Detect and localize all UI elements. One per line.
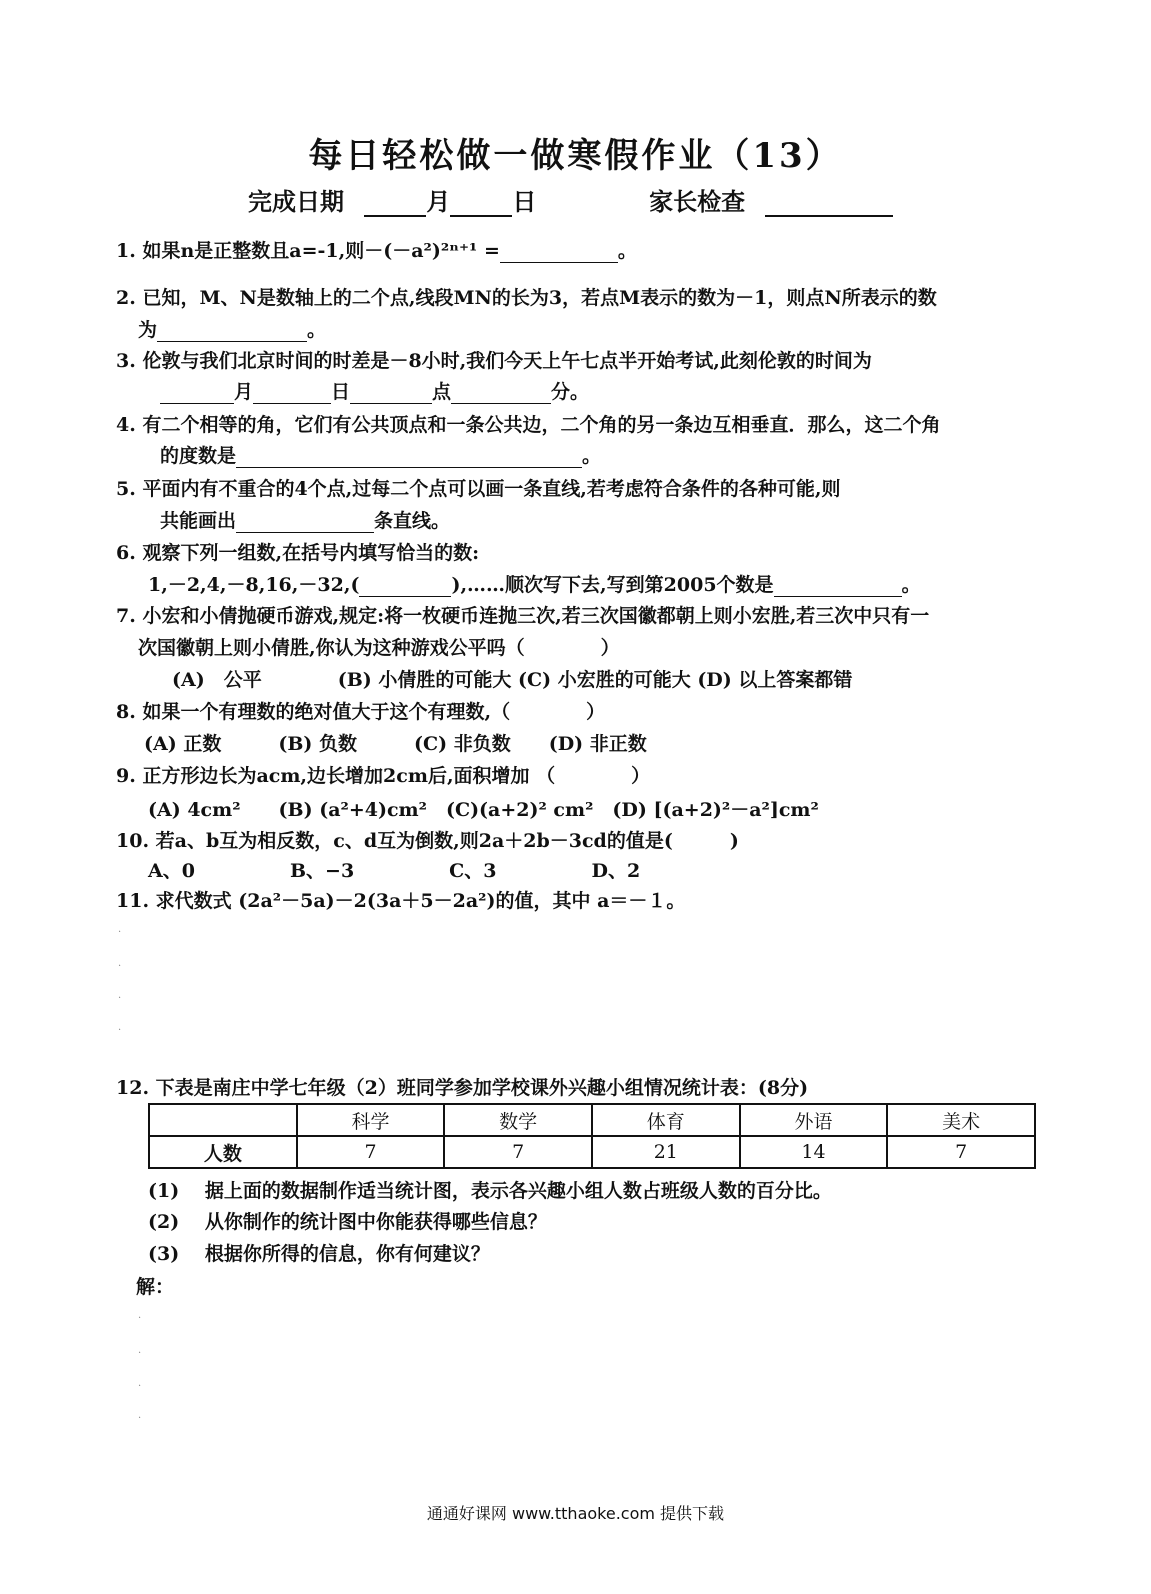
date-label: 完成日期 [248, 187, 344, 216]
q3-minute-blank[interactable] [451, 383, 551, 404]
question-2: 2. 已知，M、N是数轴上的二个点,线段MN的长为3，若点M表示的数为－1，则点N所表示的数 [116, 287, 937, 309]
table-cell: 14 [740, 1136, 888, 1168]
month-label: 月 [426, 187, 451, 216]
question-12-part-2: (2) 从你制作的统计图中你能获得哪些信息？ [148, 1211, 547, 1233]
table-header-cell: 外语 [740, 1104, 888, 1136]
question-6-cont: 1,－2,4,－8,16,－32,( ),……顺次写下去,写到第2005个数是 。 [148, 574, 921, 596]
page-title: 每日轻松做一做寒假作业（13） [308, 136, 843, 176]
q3-hour-blank[interactable] [350, 383, 432, 404]
table-cell: 21 [592, 1136, 740, 1168]
q6-blank[interactable] [774, 576, 902, 597]
answer-label: 解： [136, 1276, 175, 1298]
question-12: 12. 下表是南庄中学七年级（2）班同学参加学校课外兴趣小组情况统计表：(8分) [116, 1077, 809, 1099]
completion-date-line [248, 182, 893, 217]
interest-group-table [148, 1103, 1036, 1169]
day-blank[interactable] [450, 189, 512, 217]
table-header-cell: 科学 [297, 1104, 445, 1136]
question-4-cont: 的度数是 。 [160, 445, 602, 467]
question-6: 6. 观察下列一组数,在括号内填写恰当的数: [116, 542, 480, 564]
question-11: 11. 求代数式 (2a²－5a)－2(3a＋5－2a²)的值，其中 a＝－１。 [116, 890, 686, 912]
question-7-options: (A) 公平 (B) 小倩胜的可能大 (C) 小宏胜的可能大 (D) 以上答案都错 [172, 669, 853, 691]
footer-credit: 通通好课网 www.tthaoke.com 提供下载 [426, 1504, 725, 1523]
table-cell: 7 [444, 1136, 592, 1168]
parent-check-label: 家长检查 [649, 187, 746, 216]
table-row [149, 1136, 1035, 1168]
q2-blank[interactable] [157, 321, 307, 342]
month-blank[interactable] [364, 189, 426, 217]
question-4: 4. 有二个相等的角，它们有公共顶点和一条公共边，二个角的另一条边互相垂直．那么，这二个角 [116, 414, 941, 436]
question-12-part-3: (3) 根据你所得的信息，你有何建议？ [148, 1243, 490, 1265]
table-header-cell: 数学 [444, 1104, 592, 1136]
question-7-cont: 次国徽朝上则小倩胜,你认为这种游戏公平吗（ ） [138, 637, 620, 659]
table-cell: 7 [297, 1136, 445, 1168]
question-5-cont: 共能画出 条直线。 [160, 510, 451, 532]
table-header-row [149, 1104, 1035, 1136]
question-3: 3. 伦敦与我们北京时间的时差是－8小时,我们今天上午七点半开始考试,此刻伦敦的时间为 [116, 350, 872, 372]
table-header-cell: 体育 [592, 1104, 740, 1136]
q3-day-blank[interactable] [253, 383, 331, 404]
question-3-cont: 月 日 点 分。 [160, 377, 589, 404]
parent-check-blank[interactable] [765, 189, 893, 217]
question-12-part-1: (1) 据上面的数据制作适当统计图，表示各兴趣小组人数占班级人数的百分比。 [148, 1180, 832, 1202]
table-header-cell [149, 1104, 297, 1136]
question-9: 9. 正方形边长为acm,边长增加2cm后,面积增加 （ ） [116, 765, 651, 787]
worksheet-page: 每日轻松做一做寒假作业（13） 完成日期 月 日 家长检查 1. 如果n是正整数且a=-1,则－(－a²)²ⁿ⁺¹ = 。 2. 已知，M、N是数轴上的二个点,线段MN的长为3，若点M表示的数为－1，则点N所表示的数 为 。 3. 伦敦与我们北京时间的时差是－8小时,我们今天上午七点半开始考试,此刻伦敦的时间为 月 日 点 分。 4. 有二个相等的角，它们有公共顶点和一条公共边，二个角的另一条边互相垂直．那么，这二个角 的度数是 。 5. 平面内有不重合的4个点,过每二个点可以画一条直线,若考虑符合条件的各种可能,则 共能画出 条直线。 6. 观察下列一组数,在括号内填写恰当的数: 1,－2,4,－8,16,－32,( ),……顺次写下去,写到第2005个数是 。 7. 小宏和小倩抛硬币游戏,规定:将一枚硬币连抛三次,若三次国徽都朝上则小宏胜,若三次中只有一 次国徽朝上则小倩胜,你认为这种游戏公平吗（ ） (A) 公平 (B) 小倩胜的可能大 (C) 小宏胜的可能大 (D) 以上答案都错 8. 如果一个有理数的绝对值大于这个有理数,（ ） (A) 正数 (B) 负数 (C) 非负数 (D) 非正数 9. 正方形边长为acm,边长增加2cm后,面积增加 （ ） (A) 4cm² (B) (a²+4)cm² (C)(a+2)² cm² (D) [(a+2)²－a²]cm² 10. 若a、b互为相反数，c、d互为倒数,则2a＋2b－3cd的值是( ) A、0 B、−3 C、3 D、2 11. 求代数式 (2a²－5a)－2(3a＋5－2a²)的值，其中 a＝－１。 . . . . 12. 下表是南庄中学七年级（2）班同学参加学校课外兴趣小组情况统计表：(8分) 科学 数学 体育 外语 美术 人数 7 7 21 14 7 (1) 据上面的数据制作适当统计图，表示各兴趣小组人数占班级人数的百分比。 (2) 从你制作的统计图中你能获得哪些信息？ (3) 根据你所得的信息，你有何建议？ 解： . . . . 通通好课网 www.tthaoke.com 提供下载 [0, 0, 1151, 1594]
q5-blank[interactable] [236, 512, 374, 533]
question-7: 7. 小宏和小倩抛硬币游戏,规定:将一枚硬币连抛三次,若三次国徽都朝上则小宏胜,若三次中只有一 [116, 605, 930, 627]
question-5: 5. 平面内有不重合的4个点,过每二个点可以画一条直线,若考虑符合条件的各种可能,则 [116, 478, 841, 500]
question-8-options: (A) 正数 (B) 负数 (C) 非负数 (D) 非正数 [144, 733, 647, 755]
q1-blank[interactable] [500, 242, 618, 263]
table-row-label: 人数 [149, 1136, 297, 1168]
question-8: 8. 如果一个有理数的绝对值大于这个有理数,（ ） [116, 701, 606, 723]
question-2-cont: 为 。 [138, 319, 327, 341]
question-10-options: A、0 B、−3 C、3 D、2 [148, 860, 641, 882]
table-header-cell: 美术 [887, 1104, 1035, 1136]
day-label: 日 [512, 187, 537, 216]
q6-paren-blank[interactable] [359, 576, 451, 597]
question-1: 1. 如果n是正整数且a=-1,则－(－a²)²ⁿ⁺¹ = 。 [116, 240, 637, 262]
q4-blank[interactable] [236, 447, 582, 468]
question-10: 10. 若a、b互为相反数，c、d互为倒数,则2a＋2b－3cd的值是( ) [116, 830, 739, 852]
q3-month-blank[interactable] [160, 383, 234, 404]
question-9-options: (A) 4cm² (B) (a²+4)cm² (C)(a+2)² cm² (D) [(a+2)²－a²]cm² [148, 799, 819, 821]
table-cell: 7 [887, 1136, 1035, 1168]
